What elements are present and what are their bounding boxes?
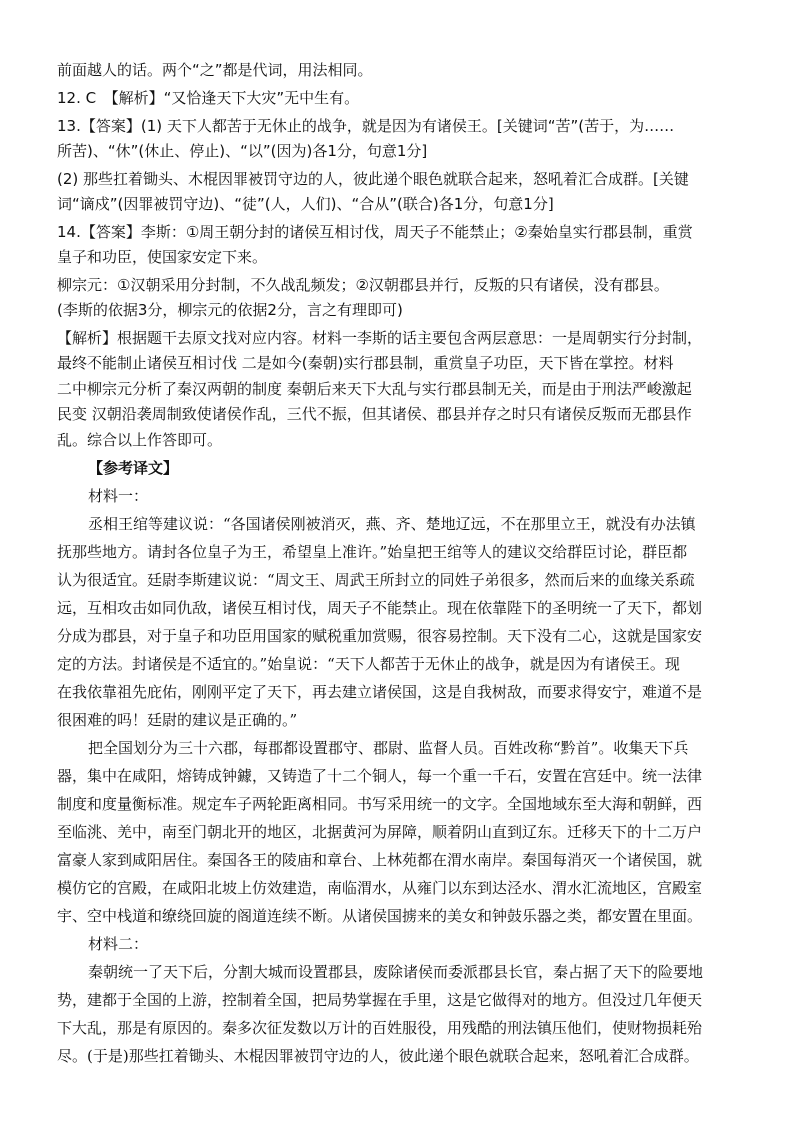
analysis-line: 最终不能制止诸侯互相讨伐 二是如今(秦朝)实行郡县制，重赏皇子功臣，天下皆在掌控。材料 <box>57 354 674 372</box>
answer-14-liu: 柳宗元：①汉朝采用分封制，不久战乱频发；②汉朝郡县并行，反叛的只有诸侯，没有郡县。 <box>57 276 669 294</box>
translation-line: 制度和度量衡标准。规定车子两轮距离相同。书写采用统一的文字。全国地域东至大海和朝鲜，西 <box>57 795 703 813</box>
answer-12: 12. C 【解析】“又恰逢天下大灾”无中生有。 <box>57 89 360 107</box>
translation-line: 认为很适宜。廷尉李斯建议说：“周文王、周武王所封立的同姓子弟很多，然而后来的血缘关系疏 <box>57 571 695 589</box>
analysis-line: 【解析】根据题干去原文找对应内容。材料一李斯的话主要包含两层意思：一是周朝实行分封制， <box>57 329 703 347</box>
answer-14-scoring: (李斯的依据3分，柳宗元的依据2分，言之有理即可) <box>57 301 403 319</box>
translation-line: 把全国划分为三十六郡，每郡都设置郡守、郡尉、监督人员。百姓改称“黔首”。收集天下兵 <box>88 739 689 757</box>
translation-line: 模仿它的宫殿，在咸阳北坡上仿效建造，南临渭水，从雍门以东到达泾水、渭水汇流地区，宫殿室 <box>57 879 703 897</box>
translation-line: 很困难的吗！廷尉的建议是正确的。” <box>57 711 298 729</box>
translation-line: 宇、空中栈道和缭绕回旋的阁道连续不断。从诸侯国掳来的美女和钟鼓乐器之类，都安置在里面。 <box>57 907 703 925</box>
analysis-line: 二中柳宗元分析了秦汉两朝的制度 秦朝后来天下大乱与实行郡县制无关，而是由于刑法严峻激起 <box>57 380 692 398</box>
answer-13-keywords: 所苦)、“休”(休止、停止)、“以”(因为)各1分，句意1分] <box>57 142 428 160</box>
translation-line: 丞相王绾等建议说：“各国诸侯刚被消灭，燕、齐、楚地辽远，不在那里立王，就没有办法镇 <box>88 515 696 533</box>
translation-line: 下大乱，那是有原因的。秦多次征发数以万计的百姓服役，用残酷的刑法镇压他们，使财物损耗殆 <box>57 1019 703 1037</box>
translation-line: 至临洮、羌中，南至门朝北开的地区，北据黄河为屏障，顺着阴山直到辽东。迁移天下的十二万户 <box>57 823 703 841</box>
answer-13-part1: 13.【答案】(1) 天下人都苦于无休止的战争，就是因为有诸侯王。[关键词“苦”(苦于，为…… <box>57 117 675 135</box>
translation-heading: 【参考译文】 <box>88 459 179 477</box>
translation-line: 器，集中在咸阳，熔铸成钟鐻，又铸造了十二个铜人，每一个重一千石，安置在宫廷中。统一法律 <box>57 767 703 785</box>
material-1-label: 材料一： <box>88 487 149 505</box>
answer-13-keywords-2: 词“谪戍”(因罪被罚守边)、“徒”(人，人们)、“合从”(联合)各1分，句意1分] <box>57 195 554 213</box>
text-line: 前面越人的话。两个“之”都是代词，用法相同。 <box>57 61 373 79</box>
translation-line: 势，建都于全国的上游，控制着全国，把局势掌握在手里，这是它做得对的地方。但没过几年便天 <box>57 991 703 1009</box>
translation-line: 尽。(于是)那些扛着锄头、木棍因罪被罚守边的人，彼此递个眼色就联合起来，怒吼着汇合成群。 <box>57 1047 699 1065</box>
analysis-line: 乱。综合以上作答即可。 <box>57 431 223 449</box>
translation-line: 在我依靠祖先庇佑，刚刚平定了天下，再去建立诸侯国，这是自我树敌，而要求得安宁，难道不是 <box>57 683 703 701</box>
answer-13-part2: (2) 那些扛着锄头、木棍因罪被罚守边的人，彼此递个眼色就联合起来，怒吼着汇合成群。[关键 <box>57 170 689 188</box>
translation-line: 秦朝统一了天下后，分割大城而设置郡县，废除诸侯而委派郡县长官，秦占据了天下的险要地 <box>88 963 704 981</box>
answer-14: 14.【答案】李斯：①周王朝分封的诸侯互相讨伐，周天子不能禁止；②秦始皇实行郡县制，重赏 <box>57 223 693 241</box>
translation-line: 远，互相攻击如同仇敌，诸侯互相讨伐，周天子不能禁止。现在依靠陛下的圣明统一了天下，都划 <box>57 599 703 617</box>
translation-line: 定的方法。封诸侯是不适宜的。”始皇说：“天下人都苦于无休止的战争，就是因为有诸侯王。现 <box>57 655 680 673</box>
translation-line: 分成为郡县，对于皇子和功臣用国家的赋税重加赏赐，很容易控制。天下没有二心，这就是国家安 <box>57 627 703 645</box>
material-2-label: 材料二： <box>88 935 149 953</box>
translation-line: 富豪人家到咸阳居住。秦国各王的陵庙和章台、上林苑都在渭水南岸。秦国每消灭一个诸侯国，就 <box>57 851 703 869</box>
translation-line: 抚那些地方。请封各位皇子为王，希望皇上准许。”始皇把王绾等人的建议交给群臣讨论，群臣都 <box>57 543 688 561</box>
answer-14-cont: 皇子和功臣，使国家安定下来。 <box>57 248 268 266</box>
analysis-line: 民变 汉朝沿袭周制致使诸侯作乱，三代不振，但其诸侯、郡县并存之时只有诸侯反叛而无郡县作 <box>57 405 692 423</box>
